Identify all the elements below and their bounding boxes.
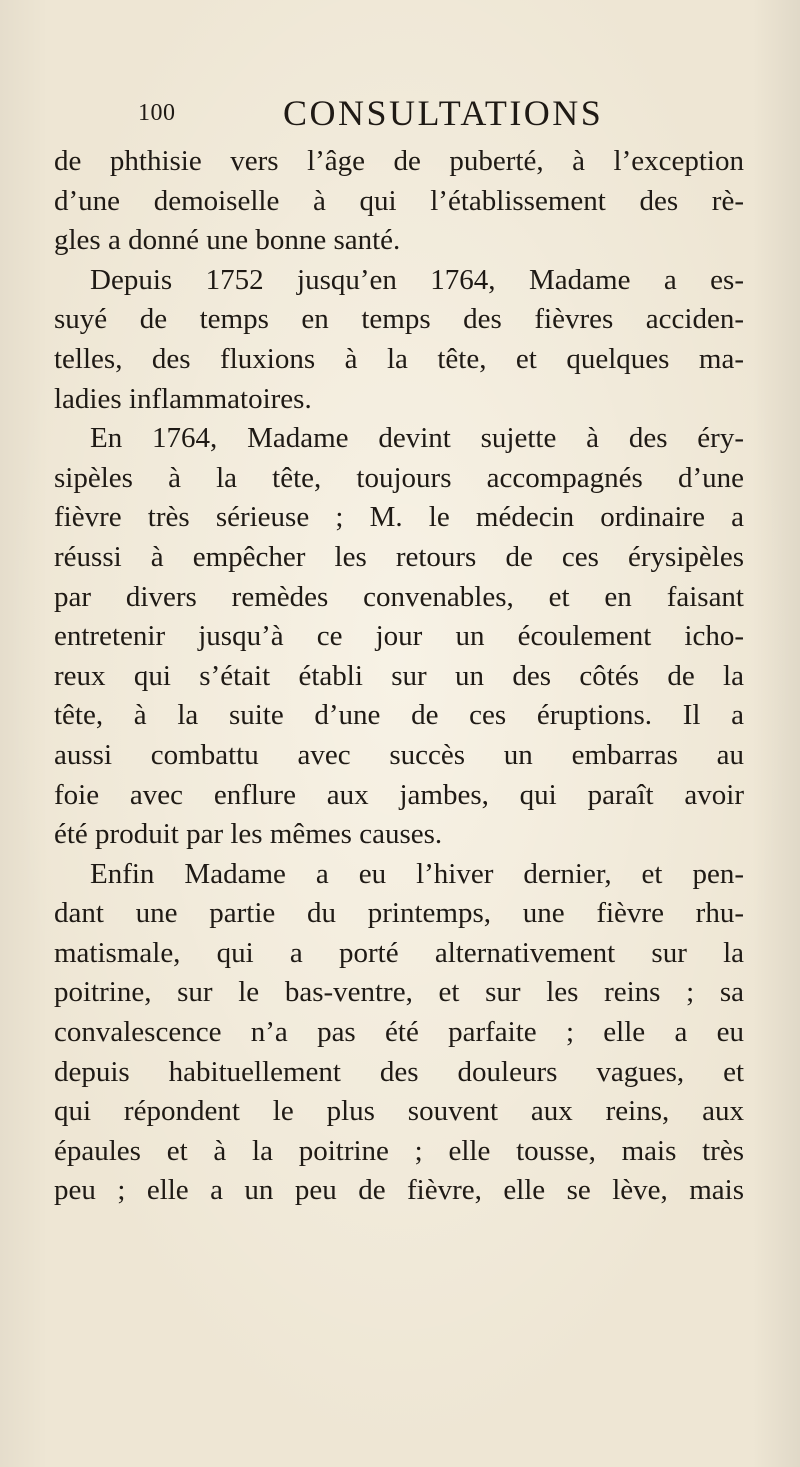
text-line: matismale, qui a porté alternativement sur la [54,936,744,969]
text-line: convalescence n’a pas été parfaite ; elle a eu [54,1016,744,1049]
text-line: tête, à la suite d’une de ces éruptions. Il a [54,699,744,732]
text-line: Enfin Madame a eu l’hiver dernier, et pen- [90,857,744,890]
text-line: depuis habituellement des douleurs vagues, et [54,1055,744,1088]
text-line: qui répondent le plus souvent aux reins, aux [54,1095,744,1128]
text-line: entretenir jusqu’à ce jour un écoulement icho- [54,620,744,653]
text-line: aussi combattu avec succès un embarras au [54,738,744,771]
text-line: gles a donné une bonne santé. [54,224,401,257]
paragraph [54,855,744,1211]
paragraph [54,261,744,419]
page-number: 100 [138,100,176,126]
running-head: CONSULTATIONS [283,93,604,133]
text-line: ladies inflammatoires. [54,382,312,415]
body-text [54,142,744,1211]
text-line: En 1764, Madame devint sujette à des éry- [90,422,744,455]
text-line: par divers remèdes convenables, et en faisant [54,580,744,613]
text-line: sipèles à la tête, toujours accompagnés d’une [54,461,744,494]
text-line: reux qui s’était établi sur un des côtés de la [54,659,744,692]
text-line: telles, des fluxions à la tête, et quelques ma- [54,342,744,375]
text-line: épaules et à la poitrine ; elle tousse, mais très [54,1134,744,1167]
text-line: dant une partie du printemps, une fièvre rhu- [54,897,744,930]
paragraph [54,419,744,855]
text-line: réussi à empêcher les retours de ces érysipèles [54,540,744,573]
text-line: poitrine, sur le bas-ventre, et sur les reins ; sa [54,976,744,1009]
text-line: foie avec enflure aux jambes, qui paraît avoir [54,778,744,811]
page-header [138,92,658,136]
text-line: fièvre très sérieuse ; M. le médecin ordinaire a [54,501,744,534]
text-line: peu ; elle a un peu de fièvre, elle se lève, mais [54,1174,744,1207]
text-line: Depuis 1752 jusqu’en 1764, Madame a es- [90,263,744,296]
paragraph [54,142,744,261]
text-line: de phthisie vers l’âge de puberté, à l’exception [54,145,744,177]
text-line: d’une demoiselle à qui l’établissement des rè- [54,184,744,217]
text-line: été produit par les mêmes causes. [54,818,443,851]
text-line: suyé de temps en temps des fièvres acciden- [54,303,744,336]
